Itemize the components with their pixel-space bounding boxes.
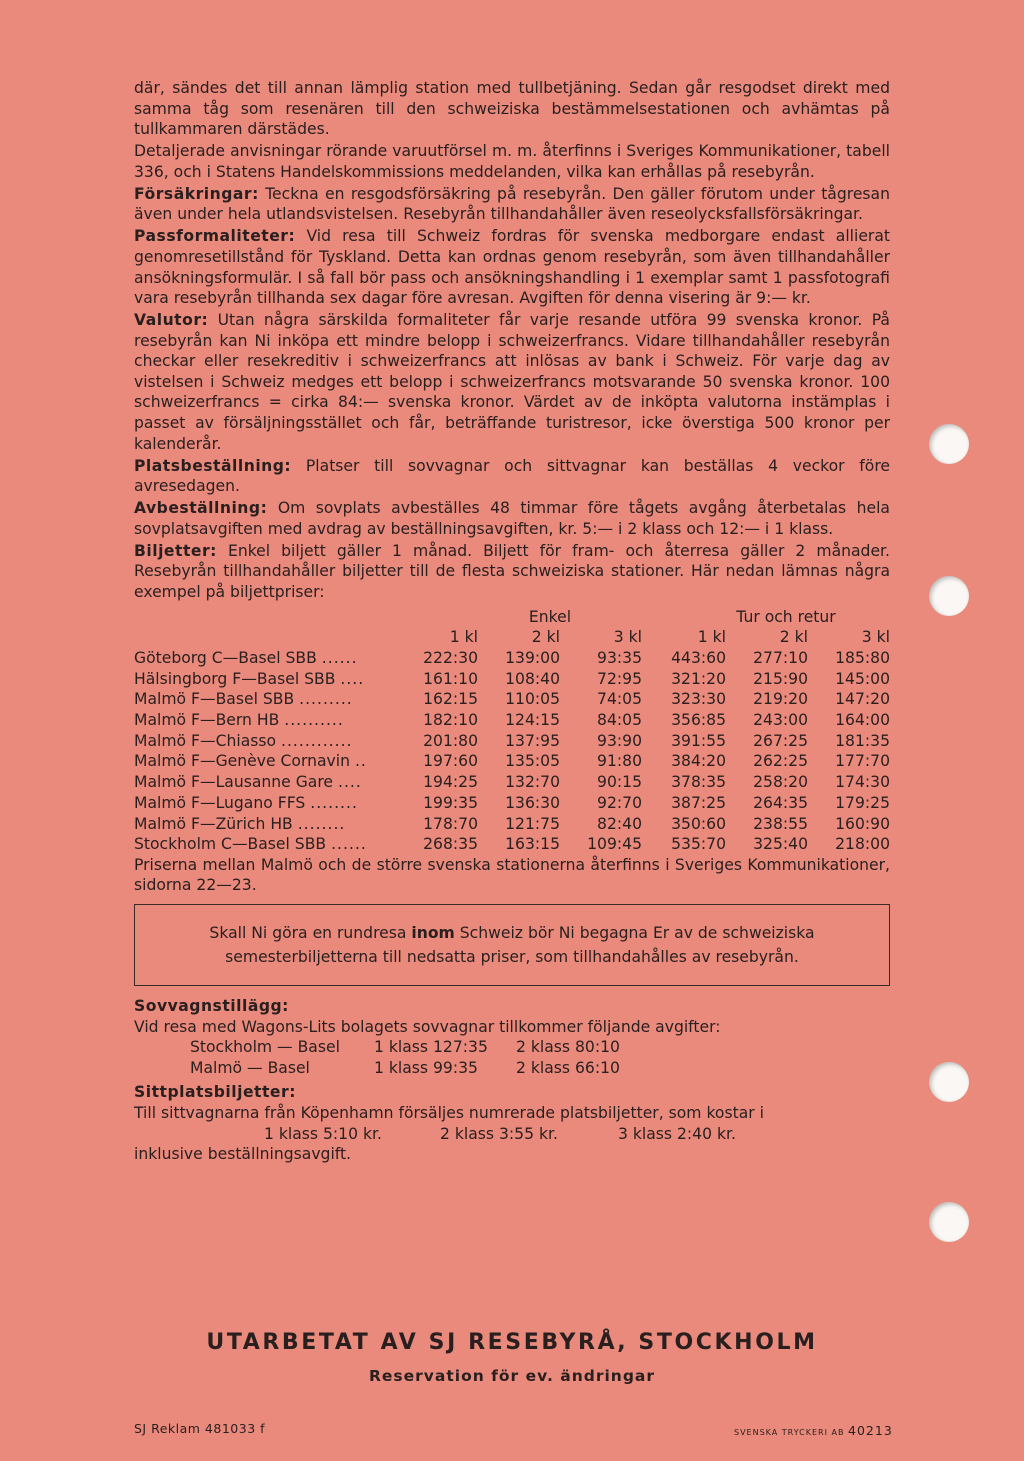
sovvagn-class-2: 2 klass 80:10: [516, 1038, 620, 1057]
price-table-class-header: [134, 627, 890, 648]
price-row: [134, 793, 890, 814]
price-cell: 378:35: [671, 773, 726, 792]
class-header: 3 kl: [861, 628, 890, 647]
price-cell: 74:05: [597, 690, 642, 709]
section-text: Enkel biljett gäller 1 månad. Biljett för fram- och återresa gäller 2 månader. Resebyrån tillhandahåller biljetter till de flesta schweiziska stationer. Här nedan lämnas några exempel på biljettpriser:: [134, 541, 890, 601]
section-valutor: [134, 310, 890, 454]
price-cell: 179:25: [835, 793, 890, 812]
intro-paragraph-1: där, sändes det till annan lämplig station med tullbetjäning. Sedan går resgodset direkt med samma tåg som resenären till den schweiziska bestämmelsestationen och avhämtas på tullkammaren därstädes.: [134, 79, 890, 139]
price-cell: 121:75: [505, 814, 560, 833]
rundresa-box: [134, 904, 890, 986]
price-row: [134, 813, 890, 834]
section-text: Platser till sovvagnar och sittvagnar kan beställas 4 veckor före avresedagen.: [134, 456, 890, 496]
leader-dots: ............: [281, 731, 353, 750]
section-text: Vid resa till Schweiz fordras för svenska medborgare endast allierat genomresetillstånd för Tyskland. Detta kan ordnas genom resebyrån, som även tillhandahåller ansökningsformulär. I så fall bör pass och ansökningshandling i 1 exemplar samt 1 passfotografi vara resebyrån tillhanda sex dagar före avresan. Avgiften för denna visering är 9:— kr.: [134, 227, 890, 308]
punch-hole-2: [929, 576, 969, 616]
group-tur-retur: Tur och retur: [736, 607, 836, 626]
section-passformaliteter: [134, 226, 890, 308]
sittplats-price: 2 klass 3:55 kr.: [440, 1124, 558, 1143]
section-heading: Platsbeställning:: [134, 456, 292, 475]
box-text-after: Schweiz bör Ni begagna Er av de schweiziska semesterbiljetterna till nedsatta priser, som tillhandahålles av resebyrån.: [225, 924, 815, 967]
price-cell: 443:60: [671, 649, 726, 667]
section-platsbestallning: [134, 456, 890, 497]
sovvagn-route: Malmö — Basel: [190, 1058, 310, 1077]
price-cell: 132:70: [505, 773, 560, 792]
price-cell: 262:25: [753, 752, 808, 771]
box-text-before: Skall Ni göra en rundresa: [209, 924, 412, 943]
route-cell: [134, 648, 418, 669]
price-cell: 535:70: [671, 835, 726, 854]
price-cell: 91:80: [597, 752, 642, 771]
price-cell: 124:15: [505, 711, 560, 730]
sittplats-price: 3 klass 2:40 kr.: [618, 1124, 736, 1143]
leader-dots: .........: [299, 690, 353, 709]
class-header: 1 kl: [449, 628, 478, 647]
price-cell: 177:70: [835, 752, 890, 771]
section-heading: Sovvagnstillägg:: [134, 997, 289, 1016]
price-cell: 258:20: [753, 773, 808, 792]
price-cell: 145:00: [835, 669, 890, 688]
price-row: [134, 648, 890, 669]
price-cell: 181:35: [835, 731, 890, 750]
price-cell: 72:95: [597, 669, 642, 688]
leader-dots: ......: [321, 649, 358, 667]
price-cell: 93:90: [597, 731, 642, 750]
route-name: Malmö F—Chiasso: [134, 731, 277, 750]
sittplats-price: 1 klass 5:10 kr.: [264, 1124, 382, 1143]
price-cell: 163:15: [505, 835, 560, 854]
sovvagn-row: [134, 1037, 890, 1058]
price-cell: 387:25: [671, 793, 726, 812]
punch-hole-1: [929, 424, 969, 464]
leader-dots: ........: [310, 793, 358, 812]
section-text: Om sovplats avbeställes 48 timmar före tågets avgång återbetalas hela sovplatsavgiften med avdrag av beställningsavgiften, kr. 5:— i 2 klass och 12:— i 1 klass.: [134, 499, 890, 538]
price-cell: 268:35: [423, 835, 478, 854]
price-cell: 197:60: [423, 752, 478, 771]
price-cell: 174:30: [835, 773, 890, 792]
leader-dots: ..........: [284, 711, 344, 730]
price-cell: 161:10: [423, 669, 478, 688]
sovvagn-class-2: 2 klass 66:10: [516, 1058, 620, 1077]
route-cell: [134, 689, 418, 710]
after-table-note: Priserna mellan Malmö och de större svenska stationerna återfinns i Sveriges Kommunikationer, sidorna 22—23.: [134, 855, 890, 895]
footer-title: UTARBETAT AV SJ RESEBYRÅ, STOCKHOLM: [206, 1330, 818, 1355]
punch-hole-3: [929, 1062, 969, 1102]
price-table: [134, 607, 890, 855]
price-row: [134, 689, 890, 710]
price-cell: 162:15: [423, 690, 478, 709]
price-cell: 267:25: [753, 731, 808, 750]
route-name: Malmö F—Genève Cornavin: [134, 752, 350, 771]
price-cell: 147:20: [835, 690, 890, 709]
price-row: [134, 731, 890, 752]
section-text: Utan några särskilda formaliteter får varje resande utföra 99 svenska kronor. På resebyrån kan Ni inköpa ett mindre belopp i schweizerfrancs. Vidare tillhandahåller resebyrån checkar eller resekreditiv i schweizerfrancs att inlösas av bank i Schweiz. För varje dag av vistelsen i Schweiz medges ett belopp i schweizerfrancs motsvarande 50 svenska kronor. 100 schweizerfrancs = cirka 84:— svenska kronor. Värdet av de inköpta valutorna instämplas i passet av försäljningsstället och får, beträffande turistresor, icke överstiga 500 kronor per kalenderår.: [134, 311, 890, 453]
route-cell: [134, 710, 418, 731]
price-cell: 215:90: [753, 669, 808, 688]
sovvagn-class-1: 1 klass 127:35: [374, 1038, 488, 1057]
price-cell: 277:10: [753, 649, 808, 667]
price-cell: 222:30: [423, 649, 478, 667]
section-heading: Biljetter:: [134, 541, 217, 560]
sovvagn-row: [134, 1058, 890, 1079]
price-cell: 356:85: [671, 711, 726, 730]
route-name: Malmö F—Zürich HB: [134, 814, 293, 833]
intro-paragraph-2: Detaljerade anvisningar rörande varuutförsel m. m. återfinns i Sveriges Kommunikationer, tabell 336, och i Statens Handelskommissions meddelanden, vilka kan erhållas på resebyrån.: [134, 142, 890, 181]
price-cell: 178:70: [423, 814, 478, 833]
price-row: [134, 710, 890, 731]
price-cell: 84:05: [597, 711, 642, 730]
price-cell: 243:00: [753, 711, 808, 730]
price-cell: 201:80: [423, 731, 478, 750]
price-cell: 136:30: [505, 793, 560, 812]
route-name: Göteborg C—Basel SBB: [134, 649, 317, 667]
route-name: Malmö F—Lugano FFS: [134, 793, 306, 812]
route-cell: [134, 793, 418, 814]
punch-hole-4: [929, 1202, 969, 1242]
group-enkel: Enkel: [528, 607, 572, 626]
section-heading: Sittplatsbiljetter:: [134, 1083, 296, 1102]
footer-printer: [734, 1423, 893, 1438]
box-text-bold: inom: [411, 924, 455, 943]
route-cell: [134, 813, 418, 834]
section-text: Vid resa med Wagons-Lits bolagets sovvagnar tillkommer följande avgifter:: [134, 1017, 721, 1036]
price-cell: 384:20: [671, 752, 726, 771]
leader-dots: ....: [338, 773, 362, 792]
printer-number: 40213: [848, 1423, 893, 1438]
route-cell: [134, 731, 418, 752]
section-heading: Försäkringar:: [134, 184, 259, 203]
footer-print-code: SJ Reklam 481033 f: [134, 1421, 266, 1436]
leader-dots: ....: [340, 669, 365, 688]
section-heading: Avbeställning:: [134, 499, 268, 518]
section-biljetter: [134, 541, 890, 603]
price-cell: 194:25: [423, 773, 478, 792]
route-cell: [134, 751, 418, 772]
price-cell: 93:35: [597, 649, 642, 667]
price-cell: 391:55: [671, 731, 726, 750]
price-table-group-header: [134, 607, 890, 628]
section-sovvagn: [134, 996, 890, 1078]
price-cell: 218:00: [835, 835, 890, 854]
section-heading: Passformaliteter:: [134, 227, 296, 246]
class-header: 1 kl: [697, 628, 726, 647]
document-body: [134, 78, 890, 1165]
price-cell: 238:55: [753, 814, 808, 833]
route-name: Stockholm C—Basel SBB: [134, 835, 327, 854]
price-cell: 82:40: [597, 814, 642, 833]
price-cell: 182:10: [423, 711, 478, 730]
price-cell: 219:20: [753, 690, 808, 709]
route-cell: [134, 669, 418, 690]
section-text: Teckna en resgodsförsäkring på resebyrån. Den gäller förutom under tågresan även under hela utlandsvistelsen. Resebyrån tillhandahåller även reseolycksfallsförsäkringar.: [134, 184, 890, 224]
price-cell: 199:35: [423, 793, 478, 812]
route-name: Hälsingborg F—Basel SBB: [134, 669, 336, 688]
section-avbestallning: [134, 498, 890, 539]
price-cell: 350:60: [671, 814, 726, 833]
price-row: [134, 751, 890, 772]
price-cell: 321:20: [671, 669, 726, 688]
price-row: [134, 834, 890, 855]
price-cell: 135:05: [505, 752, 560, 771]
route-name: Malmö F—Basel SBB: [134, 690, 295, 709]
route-cell: [134, 834, 418, 855]
price-cell: 160:90: [835, 814, 890, 833]
section-sittplats: [134, 1082, 890, 1164]
price-cell: 90:15: [597, 773, 642, 792]
price-cell: 323:30: [671, 690, 726, 709]
route-cell: [134, 772, 418, 793]
price-cell: 92:70: [597, 793, 642, 812]
price-cell: 164:00: [835, 711, 890, 730]
section-heading: Valutor:: [134, 311, 209, 330]
section-text: Till sittvagnarna från Köpenhamn försäljes numrerade platsbiljetter, som kostar i: [134, 1103, 764, 1122]
class-header: 2 kl: [779, 628, 808, 647]
section-forsakringar: [134, 184, 890, 225]
price-cell: 325:40: [753, 835, 808, 854]
price-row: [134, 772, 890, 793]
footer-subtitle: Reservation för ev. ändringar: [368, 1367, 656, 1385]
price-cell: 110:05: [505, 690, 560, 709]
sittplats-prices: [134, 1124, 890, 1145]
leader-dots: ......: [331, 835, 367, 854]
price-cell: 137:95: [505, 731, 560, 750]
sittplats-tail: inklusive beställningsavgift.: [134, 1145, 352, 1164]
route-name: Malmö F—Lausanne Gare: [134, 773, 334, 792]
price-cell: 185:80: [835, 649, 890, 667]
class-header: 2 kl: [531, 628, 560, 647]
route-name: Malmö F—Bern HB: [134, 711, 280, 730]
price-cell: 108:40: [505, 669, 560, 688]
price-row: [134, 669, 890, 690]
sovvagn-class-1: 1 klass 99:35: [374, 1058, 478, 1077]
price-cell: 139:00: [505, 649, 560, 667]
leader-dots: ..: [354, 752, 367, 771]
class-header: 3 kl: [613, 628, 642, 647]
sovvagn-route: Stockholm — Basel: [190, 1038, 340, 1057]
leader-dots: ........: [297, 814, 346, 833]
price-cell: 109:45: [587, 835, 642, 854]
printer-name: SVENSKA TRYCKERI AB: [734, 1428, 845, 1437]
price-cell: 264:35: [753, 793, 808, 812]
